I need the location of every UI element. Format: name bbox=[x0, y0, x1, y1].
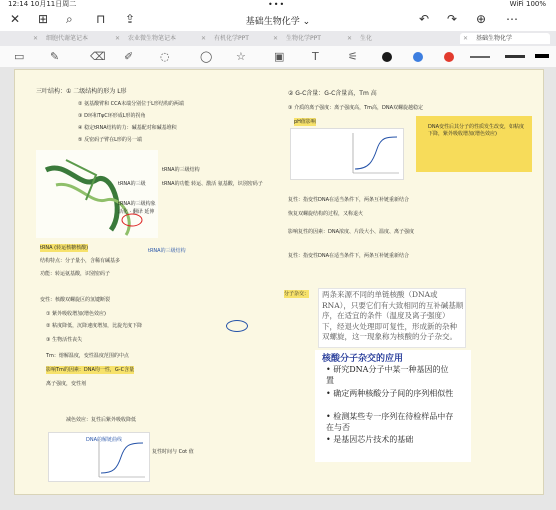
note-line: ⑤ 反密码子臂在L形的另一端 bbox=[78, 137, 142, 143]
highlighter-icon[interactable]: ✐ bbox=[124, 50, 134, 63]
close-tab-icon[interactable]: ✕ bbox=[273, 35, 279, 42]
curve-label: DNA的解链曲线 bbox=[86, 437, 123, 443]
dna-melting-figure bbox=[290, 128, 404, 180]
close-tab-icon[interactable]: ✕ bbox=[33, 35, 39, 42]
note-line: ③ D环和TψC环形成L形的拐角 bbox=[78, 113, 146, 119]
note-line: 影响复性的因素：DNA浓度、片段大小、温度、离子强度 bbox=[288, 229, 415, 235]
note-line: tRNA的功能 转运、激活 氨基酸，识别密码子 bbox=[162, 181, 263, 187]
close-tab-icon[interactable]: ✕ bbox=[347, 35, 353, 42]
tab-biochem[interactable]: ✕ 生化 bbox=[347, 35, 373, 42]
note-line: 复性时间与 Cot 值 bbox=[152, 449, 194, 455]
text-icon[interactable]: T bbox=[312, 50, 319, 63]
note-line: ② 粘度降低，沉降速度增加，比旋光度下降 bbox=[46, 323, 143, 329]
note-line: 结构特点：分子量小，含稀有碱基多 bbox=[40, 258, 121, 264]
note-line: ④ 稳定tRNA结构的力：碱基配对和碱基堆积 bbox=[78, 125, 177, 131]
shape-icon[interactable]: ☆ bbox=[236, 50, 246, 63]
note-line: Tm：熔解温度，变性温度范围的中点 bbox=[46, 353, 129, 359]
status-time: 12:14 10月11日周二 bbox=[8, 0, 77, 8]
stroke-medium[interactable] bbox=[505, 55, 525, 58]
hybridization-paragraph: 两条来源不同的单链核酸（DNA或RNA），只要它们有大致相同的互补碱基顺序，在适宜的条件（温度及离子强度）下，经退火处理即可复性，形成新的杂种双螺旋，这一现象称为核酸的分子杂交。 bbox=[322, 290, 464, 341]
document-title[interactable]: 基础生物化学 ⌄ bbox=[245, 17, 311, 27]
application-item: • 研究DNA分子中某一种基因的位置 bbox=[326, 365, 449, 385]
note-line: ② 氨基酸臂和 CCA末端分别位于L形结构的两端 bbox=[78, 101, 184, 107]
stroke-thick[interactable] bbox=[535, 54, 549, 58]
highlight-tm: 影响Tm的因素：DNA均一性，G-C含量 bbox=[46, 367, 135, 373]
highlight-trna: tRNA (转运核糖核酸) bbox=[40, 245, 89, 251]
share-icon[interactable]: ⇪ bbox=[125, 12, 136, 26]
close-tab-icon[interactable]: ✕ bbox=[115, 35, 121, 42]
lasso-select-icon[interactable]: ◯ bbox=[200, 50, 213, 63]
note-line: 离子强度，变性剂 bbox=[46, 381, 87, 387]
bookmark-icon[interactable]: ⊓ bbox=[96, 12, 106, 26]
ink-circle bbox=[226, 320, 248, 332]
color-red[interactable] bbox=[444, 52, 454, 62]
note-line: 恢复双螺旋结构的过程，又称退火 bbox=[288, 211, 364, 217]
sticky-note-text: DNA变性后其分子的性质发生改变，如粘度下降，紫外吸收增加(增色效应) bbox=[428, 124, 525, 137]
application-item: • 检测某些专一序列在待检样品中存在与否 bbox=[326, 412, 454, 432]
read-mode-icon[interactable]: ▭ bbox=[14, 50, 25, 63]
trna-structure-image bbox=[36, 150, 158, 238]
tab-bar bbox=[0, 31, 556, 47]
note-line: tRNA的三级结构 bbox=[162, 167, 200, 173]
color-black[interactable] bbox=[382, 52, 392, 62]
pen-icon[interactable]: ✎ bbox=[50, 50, 60, 63]
tab-cell-metabolism[interactable]: ✕ 细胞代谢笔记本 bbox=[33, 35, 89, 42]
note-renature: 复性：指变性DNA在适当条件下，两条互补链重新结合 bbox=[288, 197, 410, 203]
note-line: 复性：指变性DNA在适当条件下，两条互补链重新结合 bbox=[288, 253, 410, 259]
laser-icon[interactable]: ⚟ bbox=[348, 50, 358, 63]
more-icon[interactable]: ⋯ bbox=[506, 12, 518, 26]
note-tertiary-structure: 三叶结构：① 二级结构的形为 L形 bbox=[36, 88, 127, 95]
eraser-icon[interactable]: ⌫ bbox=[90, 50, 106, 63]
note-line: ③ 介质的离子强度：离子强度高，Tm高，DNA双螺旋越稳定 bbox=[288, 105, 424, 111]
dna-melting-curve bbox=[291, 129, 403, 179]
color-blue[interactable] bbox=[413, 52, 423, 62]
search-icon[interactable]: ⌕ bbox=[66, 12, 73, 26]
tab-biochemistry-ppt[interactable]: ✕ 生物化学PPT bbox=[273, 35, 321, 42]
close-tab-icon[interactable]: ✕ bbox=[463, 35, 469, 42]
applications-title: 核酸分子杂交的应用 bbox=[322, 354, 404, 364]
add-page-icon[interactable]: ⊕ bbox=[476, 12, 487, 26]
stroke-thin[interactable] bbox=[470, 56, 490, 58]
note-line: tRNA的三级结构 bbox=[148, 248, 186, 254]
image-icon[interactable]: ▣ bbox=[274, 50, 285, 63]
application-item: • 是基因芯片技术的基础 bbox=[326, 435, 414, 444]
lasso-icon[interactable]: ◌ bbox=[160, 50, 170, 63]
close-icon[interactable]: ✕ bbox=[10, 12, 21, 26]
tab-basic-biochemistry[interactable]: ✕ 基础生物化学 bbox=[460, 33, 550, 44]
application-item: • 确定两种核酸分子间的序列相似性 bbox=[326, 389, 454, 398]
tab-organic-chemistry[interactable]: ✕ 有机化学PPT bbox=[201, 35, 249, 42]
status-dots: ••• bbox=[268, 0, 286, 9]
note-line: 减色效应：复性后紫外吸收降低 bbox=[66, 417, 137, 423]
trna-figure bbox=[36, 150, 158, 238]
highlight-hybrid: 分子杂交： bbox=[284, 291, 310, 297]
note-denature: 变性：核酸双螺旋区的氢键断裂 bbox=[40, 297, 111, 303]
tab-agri-microbiology[interactable]: ✕ 农业微生物笔记本 bbox=[115, 35, 177, 42]
pen-toolbar bbox=[0, 46, 556, 68]
status-battery: WiFi 100% bbox=[509, 0, 546, 8]
figure-label: tRNA的三级 bbox=[118, 181, 146, 187]
redo-icon[interactable]: ↷ bbox=[447, 12, 458, 26]
close-tab-icon[interactable]: ✕ bbox=[201, 35, 207, 42]
note-line: ① 紫外吸收增加(增色效应) bbox=[46, 311, 106, 317]
note-gc-content: ② G-C含量：G-C含量高，Tm 高 bbox=[288, 90, 377, 97]
figure-label: tRNA的三级构象活化 · 翻译 延伸 bbox=[118, 201, 156, 215]
grid-icon[interactable]: ⊞ bbox=[38, 12, 49, 26]
status-bar bbox=[0, 0, 556, 9]
highlight-ph: pH值影响 bbox=[294, 119, 316, 125]
undo-icon[interactable]: ↶ bbox=[419, 12, 430, 26]
note-line: 功能：转运氨基酸，识别密码子 bbox=[40, 271, 111, 277]
note-line: ③ 生物活性丧失 bbox=[46, 337, 83, 343]
